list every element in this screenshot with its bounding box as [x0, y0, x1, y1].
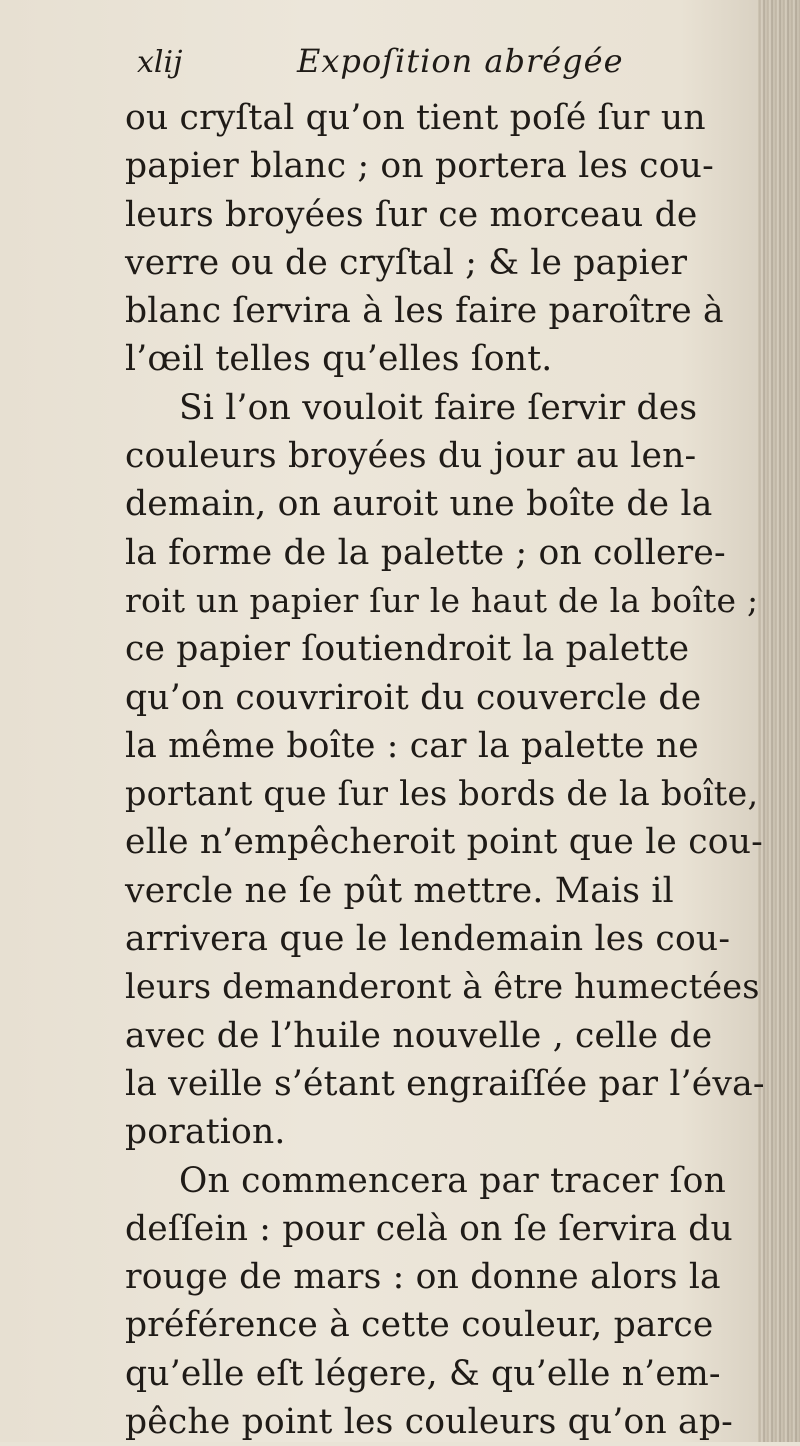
text-line: la forme de la palette ; on collere- — [125, 532, 726, 573]
text-line: la veille s’étant engraiſſée par l’éva- — [125, 1063, 765, 1104]
text-line: roit un papier ſur le haut de la boîte ; — [125, 580, 759, 620]
text-line: ce papier ſoutiendroit la palette — [125, 629, 690, 670]
text-line: portant que ſur les bords de la boîte, — [125, 774, 759, 814]
text-line: préférence à cette couleur, parce — [125, 1305, 714, 1346]
text-block — [125, 42, 765, 1446]
text-line: Si l’on vouloit faire ſervir des — [179, 387, 698, 428]
body-text — [125, 94, 765, 1446]
text-line: demain, on auroit une boîte de la — [125, 484, 713, 525]
text-line: avec de l’huile nouvelle , celle de — [125, 1015, 713, 1056]
text-line: poration. — [125, 1112, 286, 1153]
text-line: arrivera que le lendemain les cou- — [125, 919, 731, 960]
page-header — [125, 42, 765, 94]
running-title: Expoſition abrégée — [297, 42, 624, 80]
text-line: qu’on couvriroit du couvercle de — [125, 677, 702, 718]
text-line: leurs broyées ſur ce morceau de — [125, 194, 698, 235]
text-line: On commencera par tracer ſon — [179, 1160, 726, 1201]
text-line: verre ou de cryſtal ; & le papier — [125, 242, 688, 283]
text-line: leurs demanderont à être humectées — [125, 967, 760, 1007]
page-folio: xlij — [137, 45, 183, 80]
text-line: l’œil telles qu’elles ſont. — [125, 339, 553, 380]
text-line: deſſein : pour celà on ſe ſervira du — [125, 1208, 733, 1249]
text-line: pêche point les couleurs qu’on ap- — [125, 1402, 733, 1443]
text-line: blanc ſervira à les faire paroître à — [125, 291, 724, 332]
text-line: elle n’empêcheroit point que le cou- — [125, 822, 763, 863]
text-line: la même boîte : car la palette ne — [125, 725, 699, 766]
text-line: vercle ne ſe pût mettre. Mais il — [125, 870, 674, 911]
text-line: papier blanc ; on portera les cou- — [125, 146, 714, 187]
text-line: qu’elle eſt légere, & qu’elle n’em- — [125, 1353, 721, 1394]
text-line: couleurs broyées du jour au len- — [125, 436, 697, 477]
text-line: rouge de mars : on donne alors la — [125, 1257, 721, 1298]
text-line: ou cryſtal qu’on tient poſé ſur un — [125, 98, 706, 138]
